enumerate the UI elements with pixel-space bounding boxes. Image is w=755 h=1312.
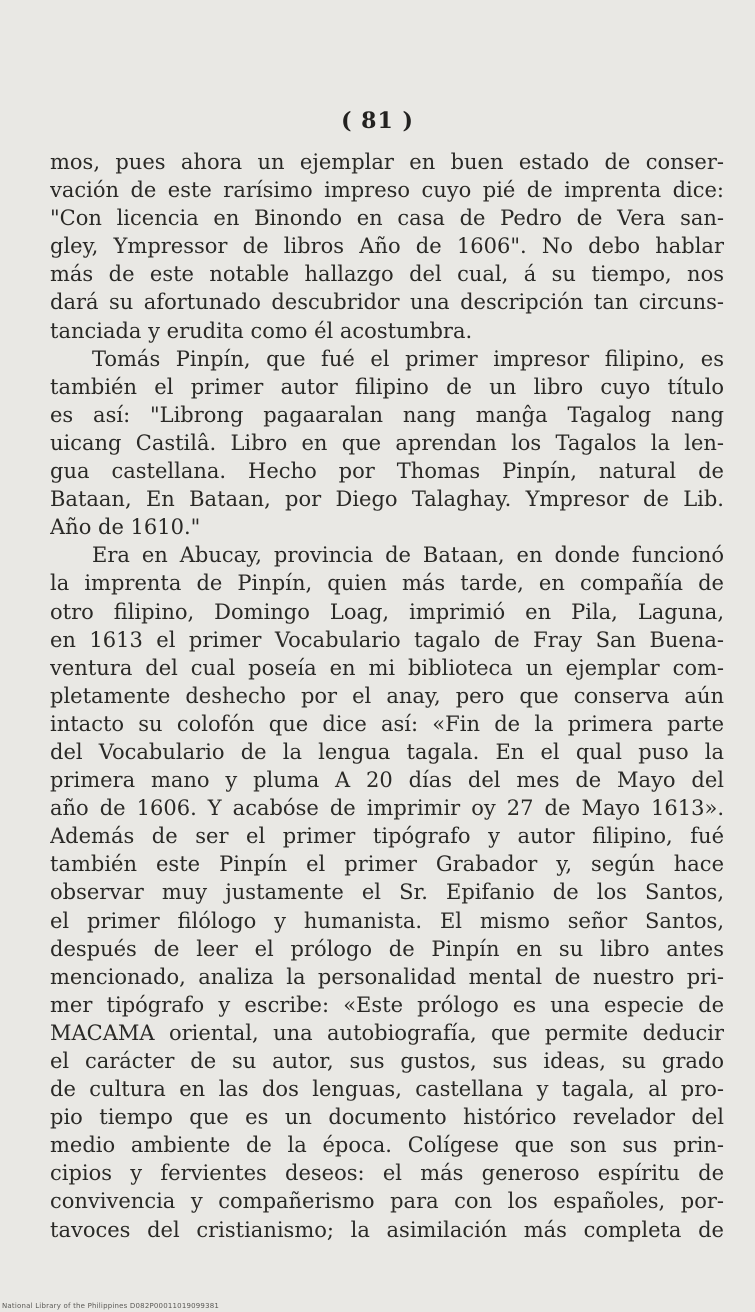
footer-watermark: National Library of the Philippines D082P00011019099381 [2, 1302, 220, 1310]
text-line: cipios y fervientes deseos: el más generoso espíritu de [50, 1161, 724, 1186]
text-line: Además de ser el primer tipógrafo y autor filipino, fué [50, 824, 724, 849]
text-line: mos, pues ahora un ejemplar en buen estado de conser- [50, 150, 724, 174]
text-line: en 1613 el primer Vocabulario tagalo de Fray San Buena- [50, 627, 724, 652]
text-line: también el primer autor filipino de un libro cuyo título [50, 374, 724, 399]
text-line: mencionado, analiza la personalidad mental de nuestro pri- [50, 964, 724, 989]
text-line: Bataan, En Bataan, por Diego Talaghay. Ympresor de Lib. [50, 487, 724, 512]
text-line: la imprenta de Pinpín, quien más tarde, en compañía de [50, 571, 724, 596]
text-line: convivencia y compañerismo para con los españoles, por- [50, 1189, 724, 1214]
text-line: del Vocabulario de la lengua tagala. En el qual puso la [50, 739, 724, 764]
text-line: gua castellana. Hecho por Thomas Pinpín, natural de [50, 459, 724, 484]
text-line: el carácter de su autor, sus gustos, sus ideas, su grado [50, 1049, 724, 1073]
text-line: pio tiempo que es un documento histórico revelador del [50, 1105, 724, 1130]
text-line: "Con licencia en Binondo en casa de Pedro de Vera san- [50, 206, 724, 231]
text-line: tavoces del cristianismo; la asimilación más completa de [50, 1217, 724, 1242]
text-line: Año de 1610." [50, 515, 201, 540]
text-line: uicang Castilâ. Libro en que aprendan los Tagalos la len- [50, 430, 724, 455]
text-line: el primer filólogo y humanista. El mismo señor Santos, [50, 908, 724, 933]
text-line: es así: "Librong pagaaralan nang manĝa Tagalog nang [50, 402, 724, 427]
text-line: gley, Ympressor de libros Año de 1606". No debo hablar [50, 234, 724, 259]
text-line: Era en Abucay, provincia de Bataan, en donde funcionó [92, 543, 724, 568]
text-line: ventura del cual poseía en mi biblioteca un ejemplar com- [50, 655, 724, 680]
text-line: pletamente deshecho por el anay, pero que conserva aún [50, 683, 724, 708]
text-line: Tomás Pinpín, que fué el primer impresor filipino, es [92, 346, 724, 371]
text-line: primera mano y pluma A 20 días del mes de Mayo del [50, 768, 724, 793]
text-line: vación de este rarísimo impreso cuyo pié de imprenta dice: [50, 178, 724, 203]
text-line: intacto su colofón que dice así: «Fin de la primera parte [50, 711, 724, 736]
text-line: tanciada y erudita como él acostumbra. [50, 318, 473, 343]
page-number: ( 81 ) [341, 108, 414, 134]
text-line: medio ambiente de la época. Colígese que son sus prin- [50, 1133, 724, 1158]
text-line: de cultura en las dos lenguas, castellana y tagala, al pro- [50, 1077, 724, 1102]
text-line: año de 1606. Y acabóse de imprimir oy 27 de Mayo 1613». [50, 796, 724, 821]
text-line: también este Pinpín el primer Grabador y, según hace [50, 852, 724, 877]
text-line: MACAMA oriental, una autobiografía, que permite deducir [50, 1020, 724, 1045]
text-line: mer tipógrafo y escribe: «Este prólogo es una especie de [50, 992, 724, 1017]
text-line: más de este notable hallazgo del cual, á su tiempo, nos [50, 262, 724, 287]
text-line: después de leer el prólogo de Pinpín en su libro antes [50, 936, 724, 961]
text-line: otro filipino, Domingo Loag, imprimió en Pila, Laguna, [50, 599, 724, 624]
document-body [50, 148, 724, 1244]
text-line: dará su afortunado descubridor una descripción tan circuns- [50, 290, 724, 315]
text-line: observar muy justamente el Sr. Epifanio de los Santos, [50, 880, 724, 905]
